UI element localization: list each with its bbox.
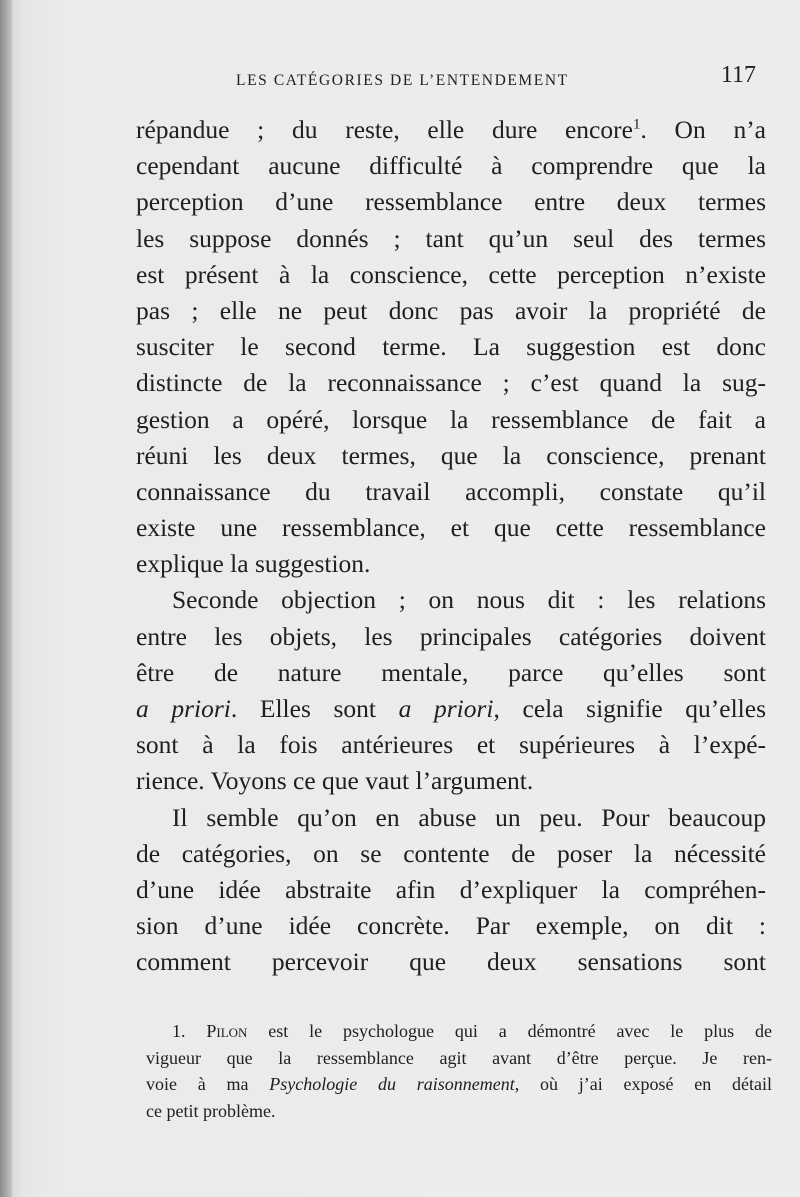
text-line: pas ; elle ne peut donc pas avoir la propriété de [136,295,766,325]
page-number: 117 [720,62,756,88]
paragraph-start: Il semble qu’on en abuse un peu. Pour beaucoup [172,802,766,832]
text-line: comment percevoir que deux sensations sont [136,947,766,977]
paragraph-start: Seconde objection ; on nous dit : les relations [172,585,766,615]
footnote-line: vigueur que la ressemblance agit avant d’être perçue. Je ren- [146,1047,772,1068]
text-line: gestion a opéré, lorsque la ressemblance de fait a [136,404,766,434]
text-line: rience. Voyons ce que vaut l’argument. [136,766,534,796]
text-line: perception d’une ressemblance entre deux termes [136,187,766,217]
text-line: être de nature mentale, parce qu’elles sont [136,657,766,687]
text-line: distincte de la reconnaissance ; c’est quand la sug- [136,368,766,398]
text-line: a priori. Elles sont a priori, cela signifie qu’elles [136,694,766,723]
running-head [236,62,756,92]
footnote-author: Pilon [206,1021,248,1041]
page-gutter [0,0,12,1197]
text-line: d’une idée abstraite afin d’expliquer la compréhen- [136,874,766,904]
text-line: sont à la fois antérieures et supérieures à l’expé- [136,730,766,760]
text-line: cependant aucune difficulté à comprendre que la [136,151,766,181]
text-line: connaissance du travail accompli, constate qu’il [136,476,766,506]
footnote-line: voie à ma Psychologie du raisonnement, où j’ai exposé en détail [146,1074,772,1094]
text-line: répandue ; du reste, elle dure encore$^1$. On n’a [136,115,766,144]
body-text [136,112,766,981]
text-line: réuni les deux termes, que la conscience, prenant [136,440,766,470]
text-line: de catégories, on se contente de poser la nécessité [136,838,766,868]
text-line: susciter le second terme. La suggestion est donc [136,332,766,362]
text-line: explique la suggestion. [136,549,371,579]
text-line: les suppose donnés ; tant qu’un seul des termes [136,223,766,253]
footnote-ref: 1 [632,116,641,133]
text-line: entre les objets, les principales catégories doivent [136,621,766,651]
book-title: Psychologie du raisonnement [269,1074,515,1094]
running-title: LES CATÉGORIES DE L’ENTENDEMENT [236,72,569,89]
footnote-line: 1. Pilon est le psychologue qui a démontré avec le plus de [172,1021,773,1041]
footnote [146,1018,772,1124]
text-line: est présent à la conscience, cette perception n’existe [136,259,766,289]
footnote-line: ce petit problème. [146,1100,276,1121]
text-line: sion d’une idée concrète. Par exemple, on dit : [136,911,766,941]
text-line: existe une ressemblance, et que cette ressemblance [136,513,766,543]
